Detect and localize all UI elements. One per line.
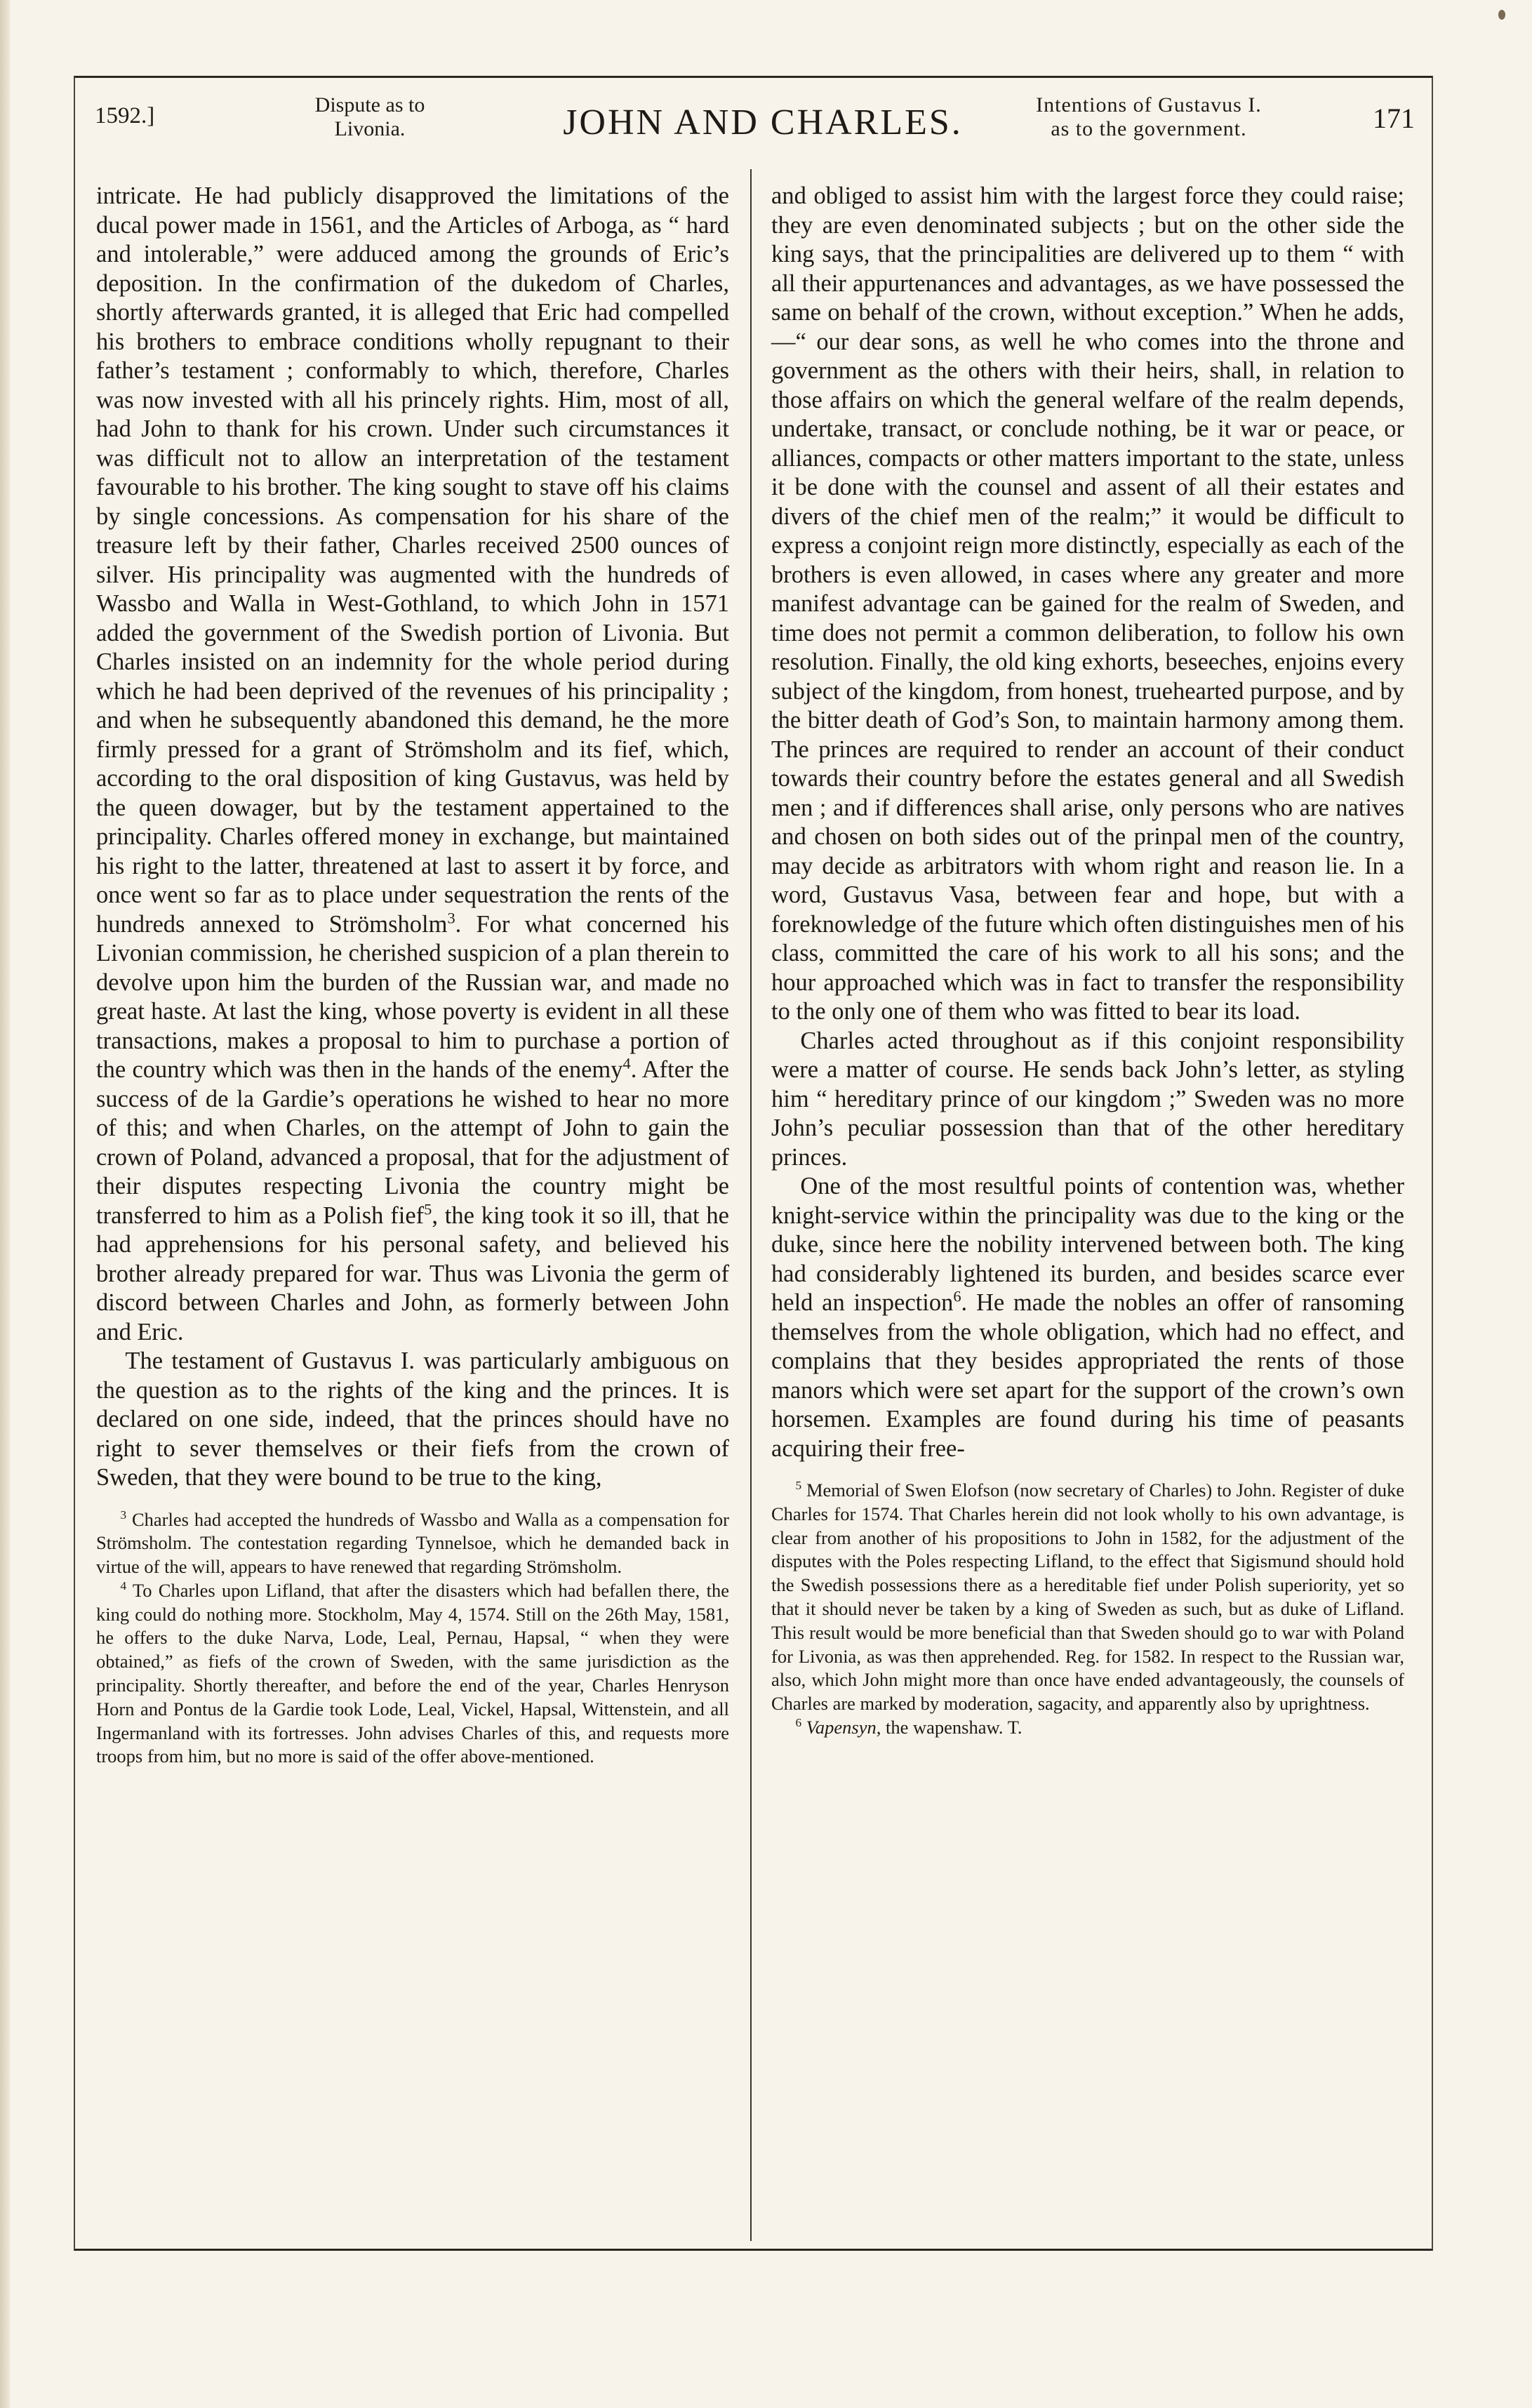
left-column <box>96 182 729 1769</box>
footnote-ref-5[interactable]: 5 <box>424 1200 432 1218</box>
right-para3-text: One of the most resultful points of contention was, whether knight-service within the principality was due to the king or the duke, since here the nobility intervened between both. The king had considerably lightened its burden, and besides scarce ever held an inspection <box>771 1173 1404 1316</box>
header-sidenote-left <box>279 93 461 141</box>
header-sidenote-right <box>1008 93 1289 141</box>
page-number: 171 <box>1373 102 1415 134</box>
footnote-6-term: Vapensyn, <box>806 1716 881 1738</box>
footnote-6-text: the wapenshaw. T. <box>881 1716 1023 1738</box>
footnote-4-number: 4 <box>120 1579 127 1593</box>
left-footnotes <box>96 1508 729 1769</box>
running-header <box>75 78 1432 159</box>
right-para3b-text: . He made the nobles an offer of ransoming themselves from the whole obligation, which had no effect, and complains that they besides appropriated the rents of those manors which were set apart for the support of the crown’s own horsemen. Examples are found during his time of peasants acquiring their free- <box>771 1289 1404 1462</box>
page-frame <box>74 76 1433 2251</box>
right-body <box>771 182 1404 1463</box>
left-para1b-text: . For what concerned his Livonian commission, he cherished suspicion of a plan therein to devolve upon him the burden of the Russian war, and made no great haste. At last the king, whose poverty is evident in all these transactions, makes a proposal to him to purchase a portion of the country which was then in the hands of the enemy <box>96 910 729 1083</box>
header-sidenote-left-line2: Livonia. <box>334 117 406 140</box>
right-paragraph-1: and obliged to assist him with the largest force they could raise; they are even denominated subjects ; but on the other side the king says, that the principalities are delivered up to them “ with all their appurtenances and advantages, as we have possessed the same on behalf of the crown, without exception.” When he adds,—“ our dear sons, as well he who comes into the throne and government as the others with their heirs, shall, in relation to those affairs on which the general welfare of the realm depends, undertake, transact, or conclude nothing, be it war or peace, or alliances, compacts or other matters important to the state, unless it be done with the counsel and assent of all their estates and divers of the chief men of the realm;” it would be difficult to express a conjoint reign more distinctly, especially as each of the brothers is even allowed, in cases where any greater and more manifest advantage can be gained for the realm of Sweden, and time does not permit a common deliberation, to follow his own resolution. Finally, the old king exhorts, beseeches, enjoins every subject of the kingdom, from honest, truehearted purpose, and by the bitter death of God’s Son, to maintain harmony among them. The princes are required to render an account of their conduct towards their country before the estates general and all Swedish men ; and if differences shall arise, only persons who are natives and chosen on both sides out of the prinpal men of the country, may decide as arbitrators with whom right and reason lie. In a word, Gustavus Vasa, between fear and hope, but with a foreknowledge of the future which often distinguishes men of his class, committed the care of his work to all his sons; and the hour approached which was in fact to transfer the responsibility to the only one of them who was fitted to bear its load. <box>771 182 1404 1025</box>
left-para1-text: intricate. He had publicly disapproved the limitations of the ducal power made in 1561, and the Articles of Arboga, as “ hard and intolerable,” were adduced among the grounds of Eric’s deposition. In the confirmation of the dukedom of Charles, shortly afterwards granted, it is alleged that Eric had compelled his brothers to embrace conditions wholly repugnant to their father’s testament ; conformably to which, therefore, Charles was now invested with all his princely rights. Him, most of all, had John to thank for his crown. Under such circumstances it was difficult not to allow an interpretation of the testament favourable to his brother. The king sought to stave off his claims by single concessions. As compensation for his share of the treasure left by their father, Charles received 2500 ounces of silver. His principality was augmented with the hundreds of Wassbo and Walla in West-Gothland, to which John in 1571 added the government of the Swedish portion of Livonia. But Charles insisted on an indemnity for the whole period during which he had been deprived of the revenues of his principality ; and when he subsequently abandoned this demand, he the more firmly pressed for a grant of Strömsholm and its fief, which, according to the oral disposition of king Gustavus, was held by the queen dowager, but by the testament appertained to the principality. Charles offered money in exchange, but maintained his right to the latter, threatened at last to assert it by force, and once went so far as to place under sequestration the rents of the hundreds annexed to Strömsholm <box>96 182 729 938</box>
footnote-3-text: Charles had accepted the hundreds of Wassbo and Walla as a compensation for Strömsholm. The contestation regarding Tynnelsoe, which he demanded back in virtue of the will, appears to have renewed that regarding Strömsholm. <box>96 1508 729 1578</box>
header-sidenote-right-line2: as to the government. <box>1051 117 1247 140</box>
left-paragraph-2: The testament of Gustavus I. was particularly ambiguous on the question as to the rights of the king and the princes. It is declared on one side, indeed, that the princes should have no right to sever themselves or their fiefs from the crown of Sweden, that they were bound to be true to the king, <box>96 1348 729 1491</box>
footnote-ref-6[interactable]: 6 <box>953 1287 961 1305</box>
footnote-3 <box>96 1508 729 1579</box>
page-edge <box>0 0 10 2408</box>
footnote-3-number: 3 <box>120 1508 127 1522</box>
footnote-4-text: To Charles upon Lifland, that after the disasters which had befallen there, the king could do nothing more. Stockholm, May 4, 1574. Still on the 26th May, 1581, he offers to the duke Narva, Lode, Leal, Pernau, Hapsal, “ when they were obtained,” as fiefs of the crown of Sweden, with the same jurisdiction as the principality. Shortly thereafter, and before the end of the year, Charles Henryson Horn and Pontus de la Gardie took Lode, Leal, Vickel, Hapsal, Wittenstein, and all Ingermanland with its fortresses. John advises Charles of this, and requests more troops from him, but no more is said of the offer above-mentioned. <box>96 1579 729 1767</box>
left-para1c-text: . After the success of de la Gardie’s operations he wished to hear no more of this; and when Charles, on the attempt of John to gain the crown of Poland, advanced a proposal, that for the adjustment of their disputes respecting Livonia the country might be transferred to him as a Polish fief <box>96 1056 729 1229</box>
right-column <box>771 182 1404 1740</box>
header-title: JOHN AND CHARLES. <box>563 102 963 142</box>
header-sidenote-right-line1: Intentions of Gustavus I. <box>1036 93 1262 117</box>
footnote-6 <box>771 1716 1404 1740</box>
left-body <box>96 182 729 1493</box>
left-paragraph-1 <box>96 182 729 1347</box>
header-sidenote-left-line1: Dispute as to <box>314 93 425 117</box>
footnote-5-number: 5 <box>795 1479 802 1493</box>
footnote-5 <box>771 1479 1404 1716</box>
ink-mark <box>1498 10 1505 20</box>
right-paragraph-3 <box>771 1172 1404 1463</box>
header-year: 1592.] <box>95 103 155 128</box>
right-footnotes <box>771 1479 1404 1740</box>
footnote-5-text: Memorial of Swen Elofson (now secretary of Charles) to John. Register of duke Charles for 1574. That Charles herein did not look wholly to his own advantage, is clear from another of his propositions to John in 1582, for the adjustment of the disputes with the Poles respecting Lifland, to the effect that Sigismund should hold the Swedish possessions there as a hereditable fief under Polish superiority, yet so that it should never be taken by a king of Sweden as such, but as duke of Lifland. This result would be more beneficial than that Sweden should go to war with Poland for Livonia, as was then apprehended. Reg. for 1582. In respect to the Russian war, also, which John might more than once have ended advantageously, the counsels of Charles are marked by moderation, sagacity, and apparently also by uprightness. <box>771 1479 1404 1715</box>
column-rule <box>750 169 752 2241</box>
right-paragraph-2: Charles acted throughout as if this conjoint responsibility were a matter of course. He sends back John’s letter, as styling him “ hereditary prince of our kingdom ;” Sweden was no more John’s peculiar possession than that of the other hereditary princes. <box>771 1027 1404 1171</box>
footnote-6-number: 6 <box>795 1716 802 1730</box>
footnote-ref-3[interactable]: 3 <box>447 909 455 926</box>
left-para1d-text: , the king took it so ill, that he had apprehensions for his personal safety, and believed his brother already prepared for war. Thus was Livonia the germ of discord between Charles and John, as formerly between John and Eric. <box>96 1202 729 1345</box>
footnote-ref-4[interactable]: 4 <box>622 1054 631 1072</box>
footnote-4 <box>96 1579 729 1769</box>
